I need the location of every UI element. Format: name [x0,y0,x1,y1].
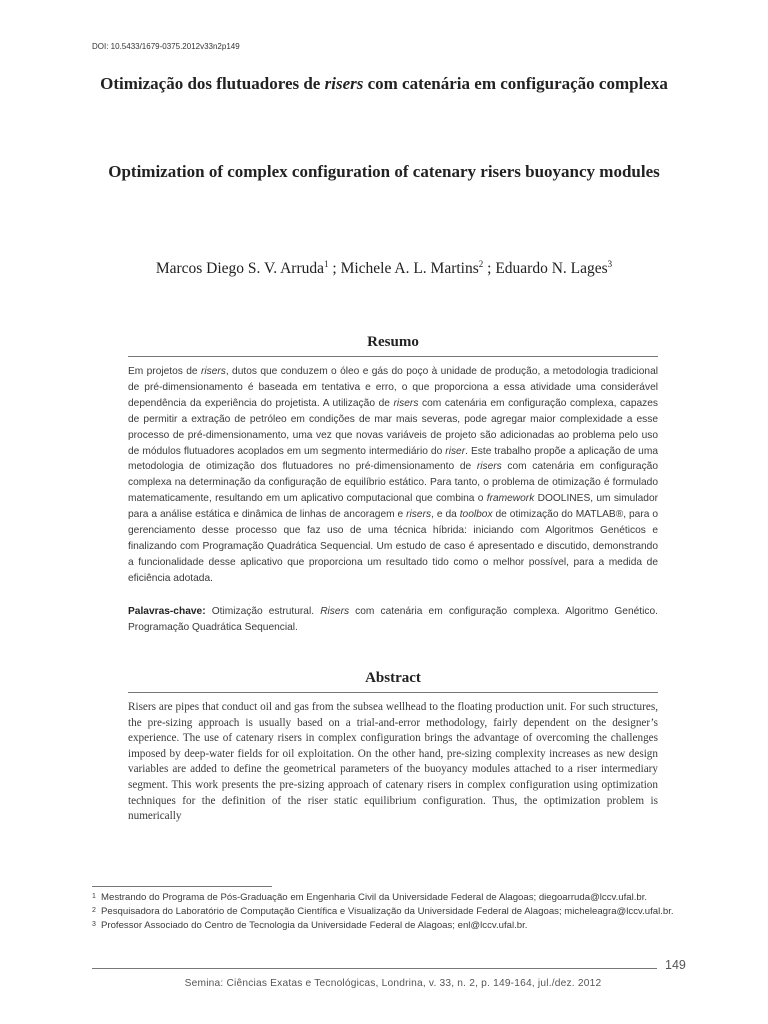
author-mark: 3 [607,258,613,269]
resumo-segment: Em projetos de [128,366,201,377]
title-pt-italic: risers [324,74,364,93]
keywords-segment: Otimização estrutural. [205,606,321,617]
footnote-text[interactable]: Professor Associado do Centro de Tecnologia da Universidade Federal de Alagoas; enl@lccv.ufal.br. [101,920,528,931]
keywords-segment: com catenária em configuração complexa. Algoritmo Genético. Programação Quadrática Sequencial. [128,606,658,633]
author-mark: 1 [324,258,329,269]
resumo-segment: , e da [431,509,460,521]
footnotes [92,891,694,933]
author-mark: 2 [478,258,484,269]
abstract-heading: Abstract [365,670,421,686]
resumo-rule [128,356,658,357]
title-pt-part: Otimização dos flutuadores de [100,74,325,93]
footnote-item [92,905,694,919]
footnote-number: 1 [92,893,96,900]
page-number: 149 [665,958,686,972]
footnote-number: 3 [92,921,96,928]
authors [80,260,688,278]
resumo-heading: Resumo [367,334,419,350]
resumo-segment: , dutos que conduzem o óleo e gás do poço à unidade de produção, a metodologia tradicional de pré-dimensionamento é baseada em tentativa e erro, o que proporciona a essa atividade uma considerável dependência da experiência do projetista. A utilização de [128,366,658,409]
footnote-rule [92,886,272,887]
title-pt-part: com catenária em configuração complexa [363,74,668,93]
abstract-rule [128,692,658,693]
author-name: Eduardo N. Lages [495,260,608,277]
resumo-italic: risers [200,366,226,377]
author-name: Marcos Diego S. V. Arruda [155,260,325,277]
footnote-item [92,891,694,905]
resumo-segment: com catenária em configuração complexa, capazes de permitir a extração de petróleo em condições de mar mais severas, pode agregar maior complexidade a esse processo de pré-dimensionamento, uma vez que novas variáveis de projeto são adicionadas ao problema pelo uso de módulos flutuadores acoplados em um segmento intermediário do [128,397,659,457]
keywords [128,604,658,636]
resumo-italic: toolbox [459,509,493,521]
author-name: Michele A. L. Martins [340,260,479,277]
resumo-segment: DOOLINES, um simulador para a análise estática e dinâmica de linhas de ancoragem e [128,493,658,521]
resumo-segment: com catenária em configuração complexa na determinação da configuração de equilíbrio estático. Para tanto, o problema de otimização é formulado matematicamente, resultando em um aplicativo computacional que combina o [128,461,659,505]
resumo-italic: risers [406,509,432,521]
resumo-segment: . Este trabalho propõe a aplicação de uma metodologia de otimização dos flutuadores no pré-dimensionamento de [128,445,658,473]
footnote-text[interactable]: Mestrando do Programa de Pós-Graduação em Engenharia Civil da Universidade Federal de Alagoas; diegoarruda@lccv.ufal.br. [101,892,648,903]
footnote-number: 2 [92,907,96,914]
resumo-italic: risers [476,461,502,473]
resumo-segment: de otimização do MATLAB®, para o gerenciamento desse processo que faz uso de uma técnica híbrida: iniciando com Algoritmos Genéticos e finalizando com Programação Quadrática Sequencial. Um estudo de caso é apresentado e discutido, demonstrando a funcionalidade desse aplicativo que proporciona um resultado tido como o melhor possível, para a medida de eficiência adotada. [128,509,658,584]
resumo-italic: risers [393,397,419,409]
footnote-text[interactable]: Pesquisadora do Laboratório de Computação Científica e Visualização da Universidade Federal de Alagoas; micheleagra@lccv.ufal.br. [101,906,674,917]
footnote-item [92,919,694,933]
footer-rule [92,968,657,969]
author-separator: ; [483,260,496,277]
resumo-italic: riser [445,445,466,457]
title-english: Optimization of complex configuration of catenary risers buoyancy modules [108,162,660,181]
keywords-italic: Risers [320,606,350,617]
journal-citation: Semina: Ciências Exatas e Tecnológicas, Londrina, v. 33, n. 2, p. 149-164, jul./dez. 2012 [184,978,602,989]
abstract-text: Risers are pipes that conduct oil and gas from the subsea wellhead to the floating production unit. For such structures, the pre-sizing approach is usually based on a trial-and-error methodology, fairly dependent on the designer’s experience. The use of catenary risers in complex configuration brings the advantage of overcoming the challenges imposed by deep-water fields for oil exploitation. On the other hand, pre-sizing complexity increases as new design variables are added to define the geometrical parameters of the buoyancy modules attached to a riser intermediary segment. This work presents the pre-sizing approach of catenary risers in complex configuration using optimization techniques for the definition of the riser static equilibrium configuration. Thus, the optimization problem is numerically [128,701,658,823]
resumo-text [128,364,658,587]
resumo-italic: framework [486,493,535,505]
keywords-label: Palavras-chave: [128,606,206,617]
author-separator: ; [328,260,341,277]
doi[interactable]: DOI: 10.5433/1679-0375.2012v33n2p149 [92,42,240,51]
title-portuguese [80,71,688,96]
